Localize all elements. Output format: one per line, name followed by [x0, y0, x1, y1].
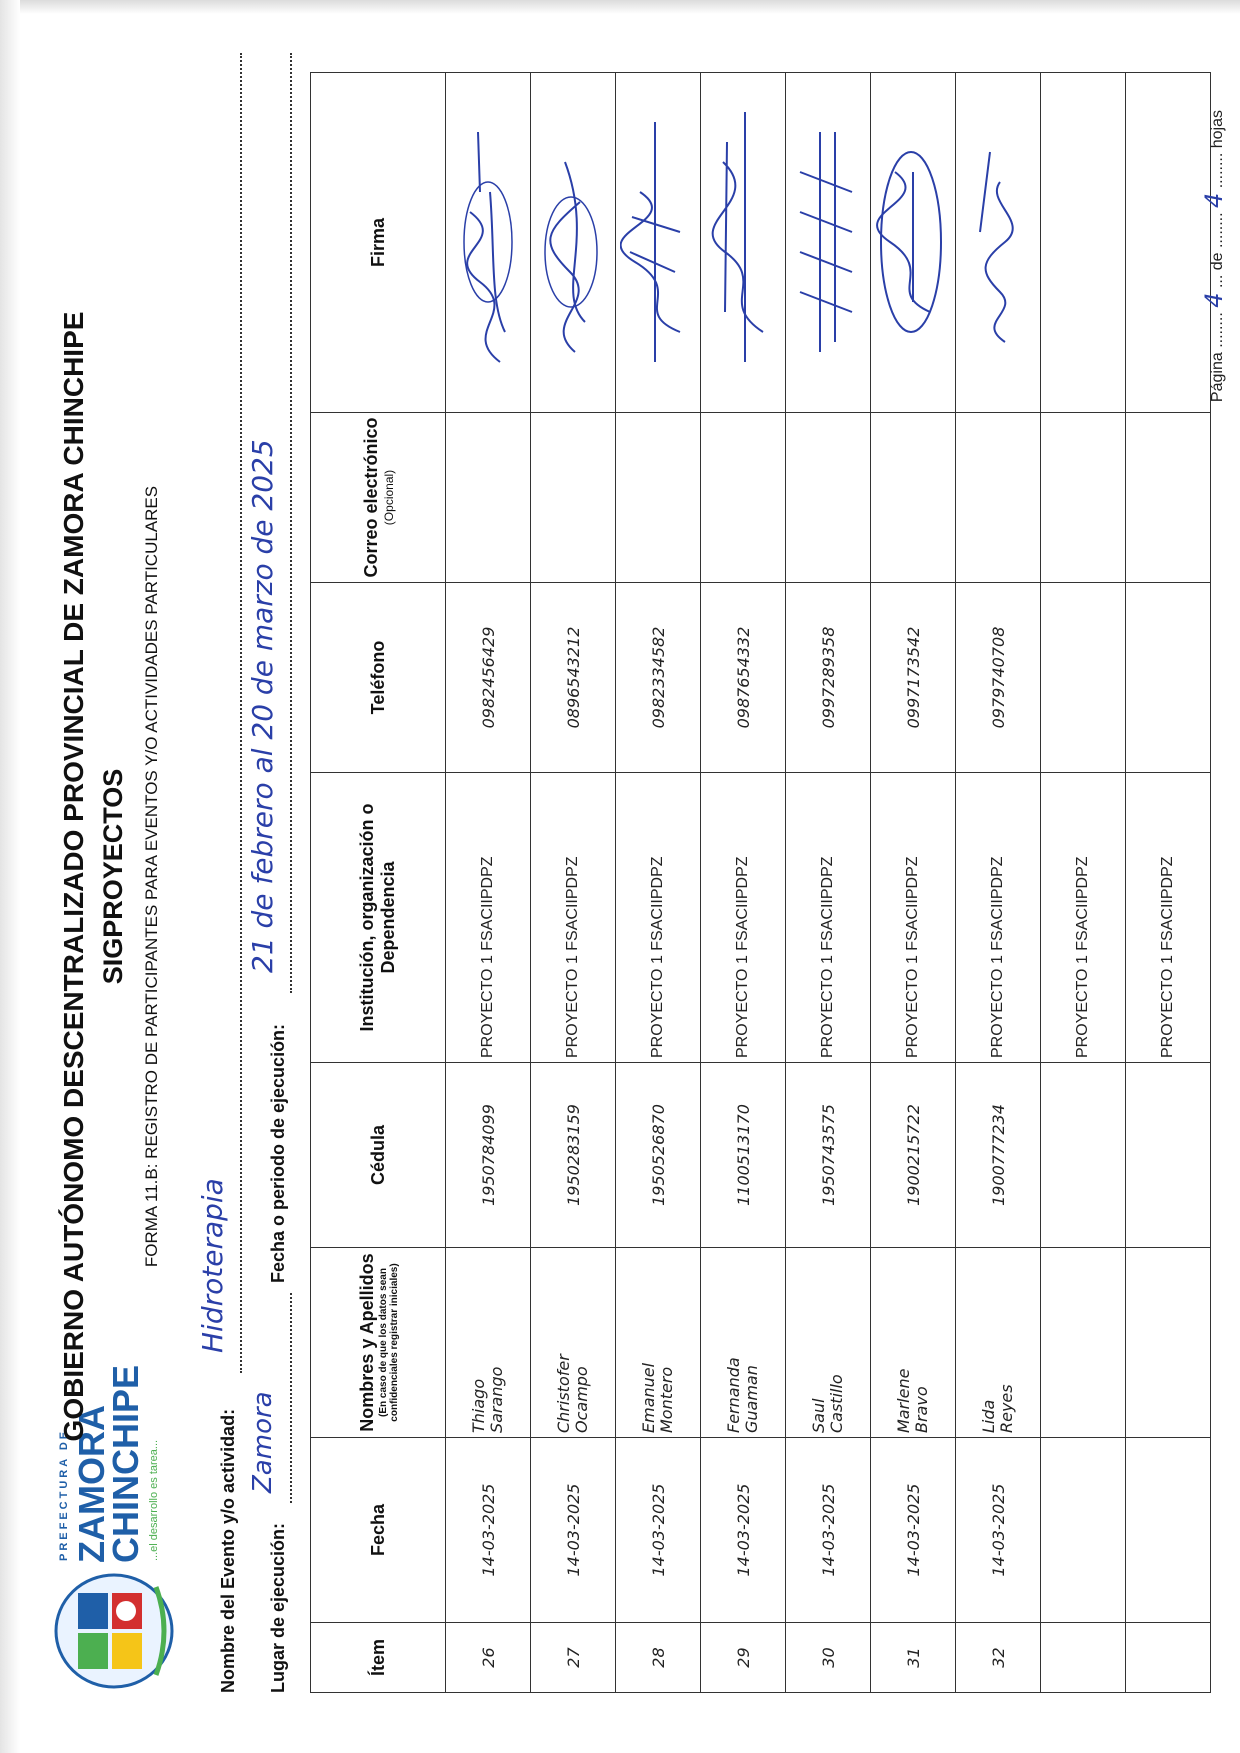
logo-line1: PREFECTURA DE	[58, 1428, 70, 1561]
col-correo	[311, 413, 446, 583]
cell-firma	[701, 73, 786, 413]
cell-telefono	[1041, 583, 1126, 773]
page-label: Página	[1209, 352, 1226, 403]
cell-cedula: 1950784099	[446, 1063, 531, 1248]
cell-institucion: PROYECTO 1 FSACIIPDPZ	[1041, 773, 1126, 1063]
cell-fecha	[1126, 1438, 1211, 1623]
place-value: Zamora	[248, 1391, 278, 1493]
col-nombres-note: (En caso de que los datos sean confidenciales registrar iniciales)	[377, 1263, 400, 1422]
cell-institucion: PROYECTO 1 FSACIIPDPZ	[956, 773, 1041, 1063]
cell-firma	[531, 73, 616, 413]
col-firma: Firma	[311, 73, 446, 413]
cell-item: 28	[616, 1623, 701, 1693]
cell-telefono: 0987654332	[701, 583, 786, 773]
cell-correo	[1126, 413, 1211, 583]
cell-telefono	[1126, 583, 1211, 773]
cell-telefono: 0979740708	[956, 583, 1041, 773]
cell-cedula: 1900777234	[956, 1063, 1041, 1248]
cell-institucion: PROYECTO 1 FSACIIPDPZ	[871, 773, 956, 1063]
cell-nombre-first: Lida	[978, 1399, 998, 1433]
cell-correo	[871, 413, 956, 583]
page-current: 4	[1200, 292, 1228, 308]
cell-correo	[786, 413, 871, 583]
page-counter: Página ........ 4 ... de ........ 4 ........ hojas	[1200, 110, 1228, 403]
table-row	[956, 73, 1041, 1693]
table-header-row	[311, 73, 446, 1693]
col-cedula: Cédula	[311, 1063, 446, 1248]
col-item: Ítem	[311, 1623, 446, 1693]
logo-tagline: ...el desarrollo es tarea...	[148, 1439, 160, 1561]
cell-item: 30	[786, 1623, 871, 1693]
signature-image	[790, 93, 862, 393]
cell-nombre	[871, 1248, 956, 1438]
cell-correo	[1041, 413, 1126, 583]
cell-nombre-last: Ocampo	[572, 1366, 591, 1433]
table-row	[446, 73, 531, 1693]
cell-fecha: 14-03-2025	[531, 1438, 616, 1623]
date-value: 21 de febrero al 20 de marzo de 2025	[246, 439, 279, 973]
cell-nombre-first: Thiago	[468, 1378, 488, 1433]
cell-correo	[616, 413, 701, 583]
table-row	[616, 73, 701, 1693]
cell-nombre-first: Christofer	[553, 1354, 573, 1433]
cell-nombre	[1041, 1248, 1126, 1438]
cell-institucion: PROYECTO 1 FSACIIPDPZ	[786, 773, 871, 1063]
cell-firma	[786, 73, 871, 413]
cell-nombre	[616, 1248, 701, 1438]
cell-item: 32	[956, 1623, 1041, 1693]
col-correo-note: (Opcional)	[381, 469, 396, 526]
cell-correo	[531, 413, 616, 583]
col-telefono: Teléfono	[311, 583, 446, 773]
table-row	[531, 73, 616, 1693]
cell-telefono: 0982456429	[446, 583, 531, 773]
cell-telefono: 0896543212	[531, 583, 616, 773]
cell-nombre-first: Emanuel	[638, 1362, 658, 1433]
cell-institucion: PROYECTO 1 FSACIIPDPZ	[531, 773, 616, 1063]
signature-image	[450, 93, 522, 393]
cell-nombre	[956, 1248, 1041, 1438]
table-row	[786, 73, 871, 1693]
event-label: Nombre del Evento y/o actividad:	[218, 1408, 238, 1693]
cell-item: 26	[446, 1623, 531, 1693]
col-fecha: Fecha	[311, 1438, 446, 1623]
cell-correo	[701, 413, 786, 583]
cell-nombre-last: Bravo	[912, 1386, 931, 1433]
cell-telefono: 0997173542	[871, 583, 956, 773]
cell-fecha: 14-03-2025	[786, 1438, 871, 1623]
page-total: 4	[1200, 192, 1228, 208]
cell-cedula: 1950526870	[616, 1063, 701, 1248]
cell-nombre-last: Castillo	[827, 1374, 846, 1433]
cell-cedula: 1950743575	[786, 1063, 871, 1248]
table-row	[1126, 73, 1211, 1693]
cell-institucion: PROYECTO 1 FSACIIPDPZ	[616, 773, 701, 1063]
place-dotted-line	[290, 1293, 292, 1503]
cell-correo	[956, 413, 1041, 583]
cell-firma	[956, 73, 1041, 413]
col-institucion: Institución, organización o Dependencia	[311, 773, 446, 1063]
cell-nombre-last: Montero	[657, 1366, 676, 1433]
event-dotted-line	[240, 53, 242, 1373]
cell-correo	[446, 413, 531, 583]
cell-institucion: PROYECTO 1 FSACIIPDPZ	[1126, 773, 1211, 1063]
cell-fecha: 14-03-2025	[616, 1438, 701, 1623]
cell-telefono: 0982334582	[616, 583, 701, 773]
cell-nombre	[701, 1248, 786, 1438]
cell-nombre-first: Fernanda	[723, 1357, 743, 1433]
place-label: Lugar de ejecución:	[268, 1522, 288, 1693]
signature-image	[705, 93, 777, 393]
signature-image	[535, 93, 607, 393]
cell-firma	[446, 73, 531, 413]
of-label: de	[1209, 252, 1226, 271]
cell-cedula	[1041, 1063, 1126, 1248]
cell-nombre-first: Saul	[808, 1398, 828, 1433]
participants-table	[310, 72, 1211, 1693]
cell-cedula: 1950283159	[531, 1063, 616, 1248]
event-value: Hidroterapia	[196, 1178, 229, 1353]
col-correo-label: Correo electrónico	[360, 417, 381, 578]
col-nombres	[311, 1248, 446, 1438]
logo-line3: CHINCHIPE	[105, 1364, 146, 1563]
cell-cedula	[1126, 1063, 1211, 1248]
page-subtitle: SIGPROYECTOS	[98, 768, 128, 985]
cell-fecha	[1041, 1438, 1126, 1623]
signature-image	[620, 93, 692, 393]
cell-institucion: PROYECTO 1 FSACIIPDPZ	[446, 773, 531, 1063]
sheets-label: hojas	[1209, 110, 1226, 149]
cell-item: 31	[871, 1623, 956, 1693]
cell-firma	[1126, 73, 1211, 413]
cell-telefono: 0997289358	[786, 583, 871, 773]
logo-line2: ZAMORA	[71, 1405, 112, 1563]
cell-fecha: 14-03-2025	[701, 1438, 786, 1623]
cell-firma	[616, 73, 701, 413]
date-label: Fecha o periodo de ejecución:	[268, 1023, 288, 1283]
page-title: GOBIERNO AUTÓNOMO DESCENTRALIZADO PROVINCIAL DE ZAMORA CHINCHIPE	[58, 311, 89, 1442]
cell-nombre-last: Guaman	[742, 1365, 761, 1433]
cell-cedula: 1100513170	[701, 1063, 786, 1248]
cell-fecha: 14-03-2025	[956, 1438, 1041, 1623]
table-row	[701, 73, 786, 1693]
cell-nombre	[446, 1248, 531, 1438]
cell-item: 27	[531, 1623, 616, 1693]
cell-item	[1126, 1623, 1211, 1693]
cell-institucion: PROYECTO 1 FSACIIPDPZ	[701, 773, 786, 1063]
cell-fecha: 14-03-2025	[446, 1438, 531, 1623]
cell-cedula: 1900215722	[871, 1063, 956, 1248]
date-dotted-line	[290, 53, 292, 993]
cell-item: 29	[701, 1623, 786, 1693]
cell-firma	[1041, 73, 1126, 413]
col-nombres-label: Nombres y Apellidos	[356, 1253, 377, 1432]
form-title: FORMA 11.B: REGISTRO DE PARTICIPANTES PARA EVENTOS Y/O ACTIVIDADES PARTICULARES	[142, 485, 161, 1268]
cell-nombre	[531, 1248, 616, 1438]
cell-nombre-last: Sarango	[487, 1366, 506, 1433]
cell-nombre	[786, 1248, 871, 1438]
cell-nombre	[1126, 1248, 1211, 1438]
cell-fecha: 14-03-2025	[871, 1438, 956, 1623]
signature-image	[960, 93, 1032, 393]
signature-image	[875, 93, 947, 393]
cell-nombre-last: Reyes	[997, 1384, 1016, 1433]
table-row	[871, 73, 956, 1693]
cell-firma	[871, 73, 956, 413]
cell-item	[1041, 1623, 1126, 1693]
cell-nombre-first: Marlene	[893, 1368, 913, 1433]
table-row	[1041, 73, 1126, 1693]
